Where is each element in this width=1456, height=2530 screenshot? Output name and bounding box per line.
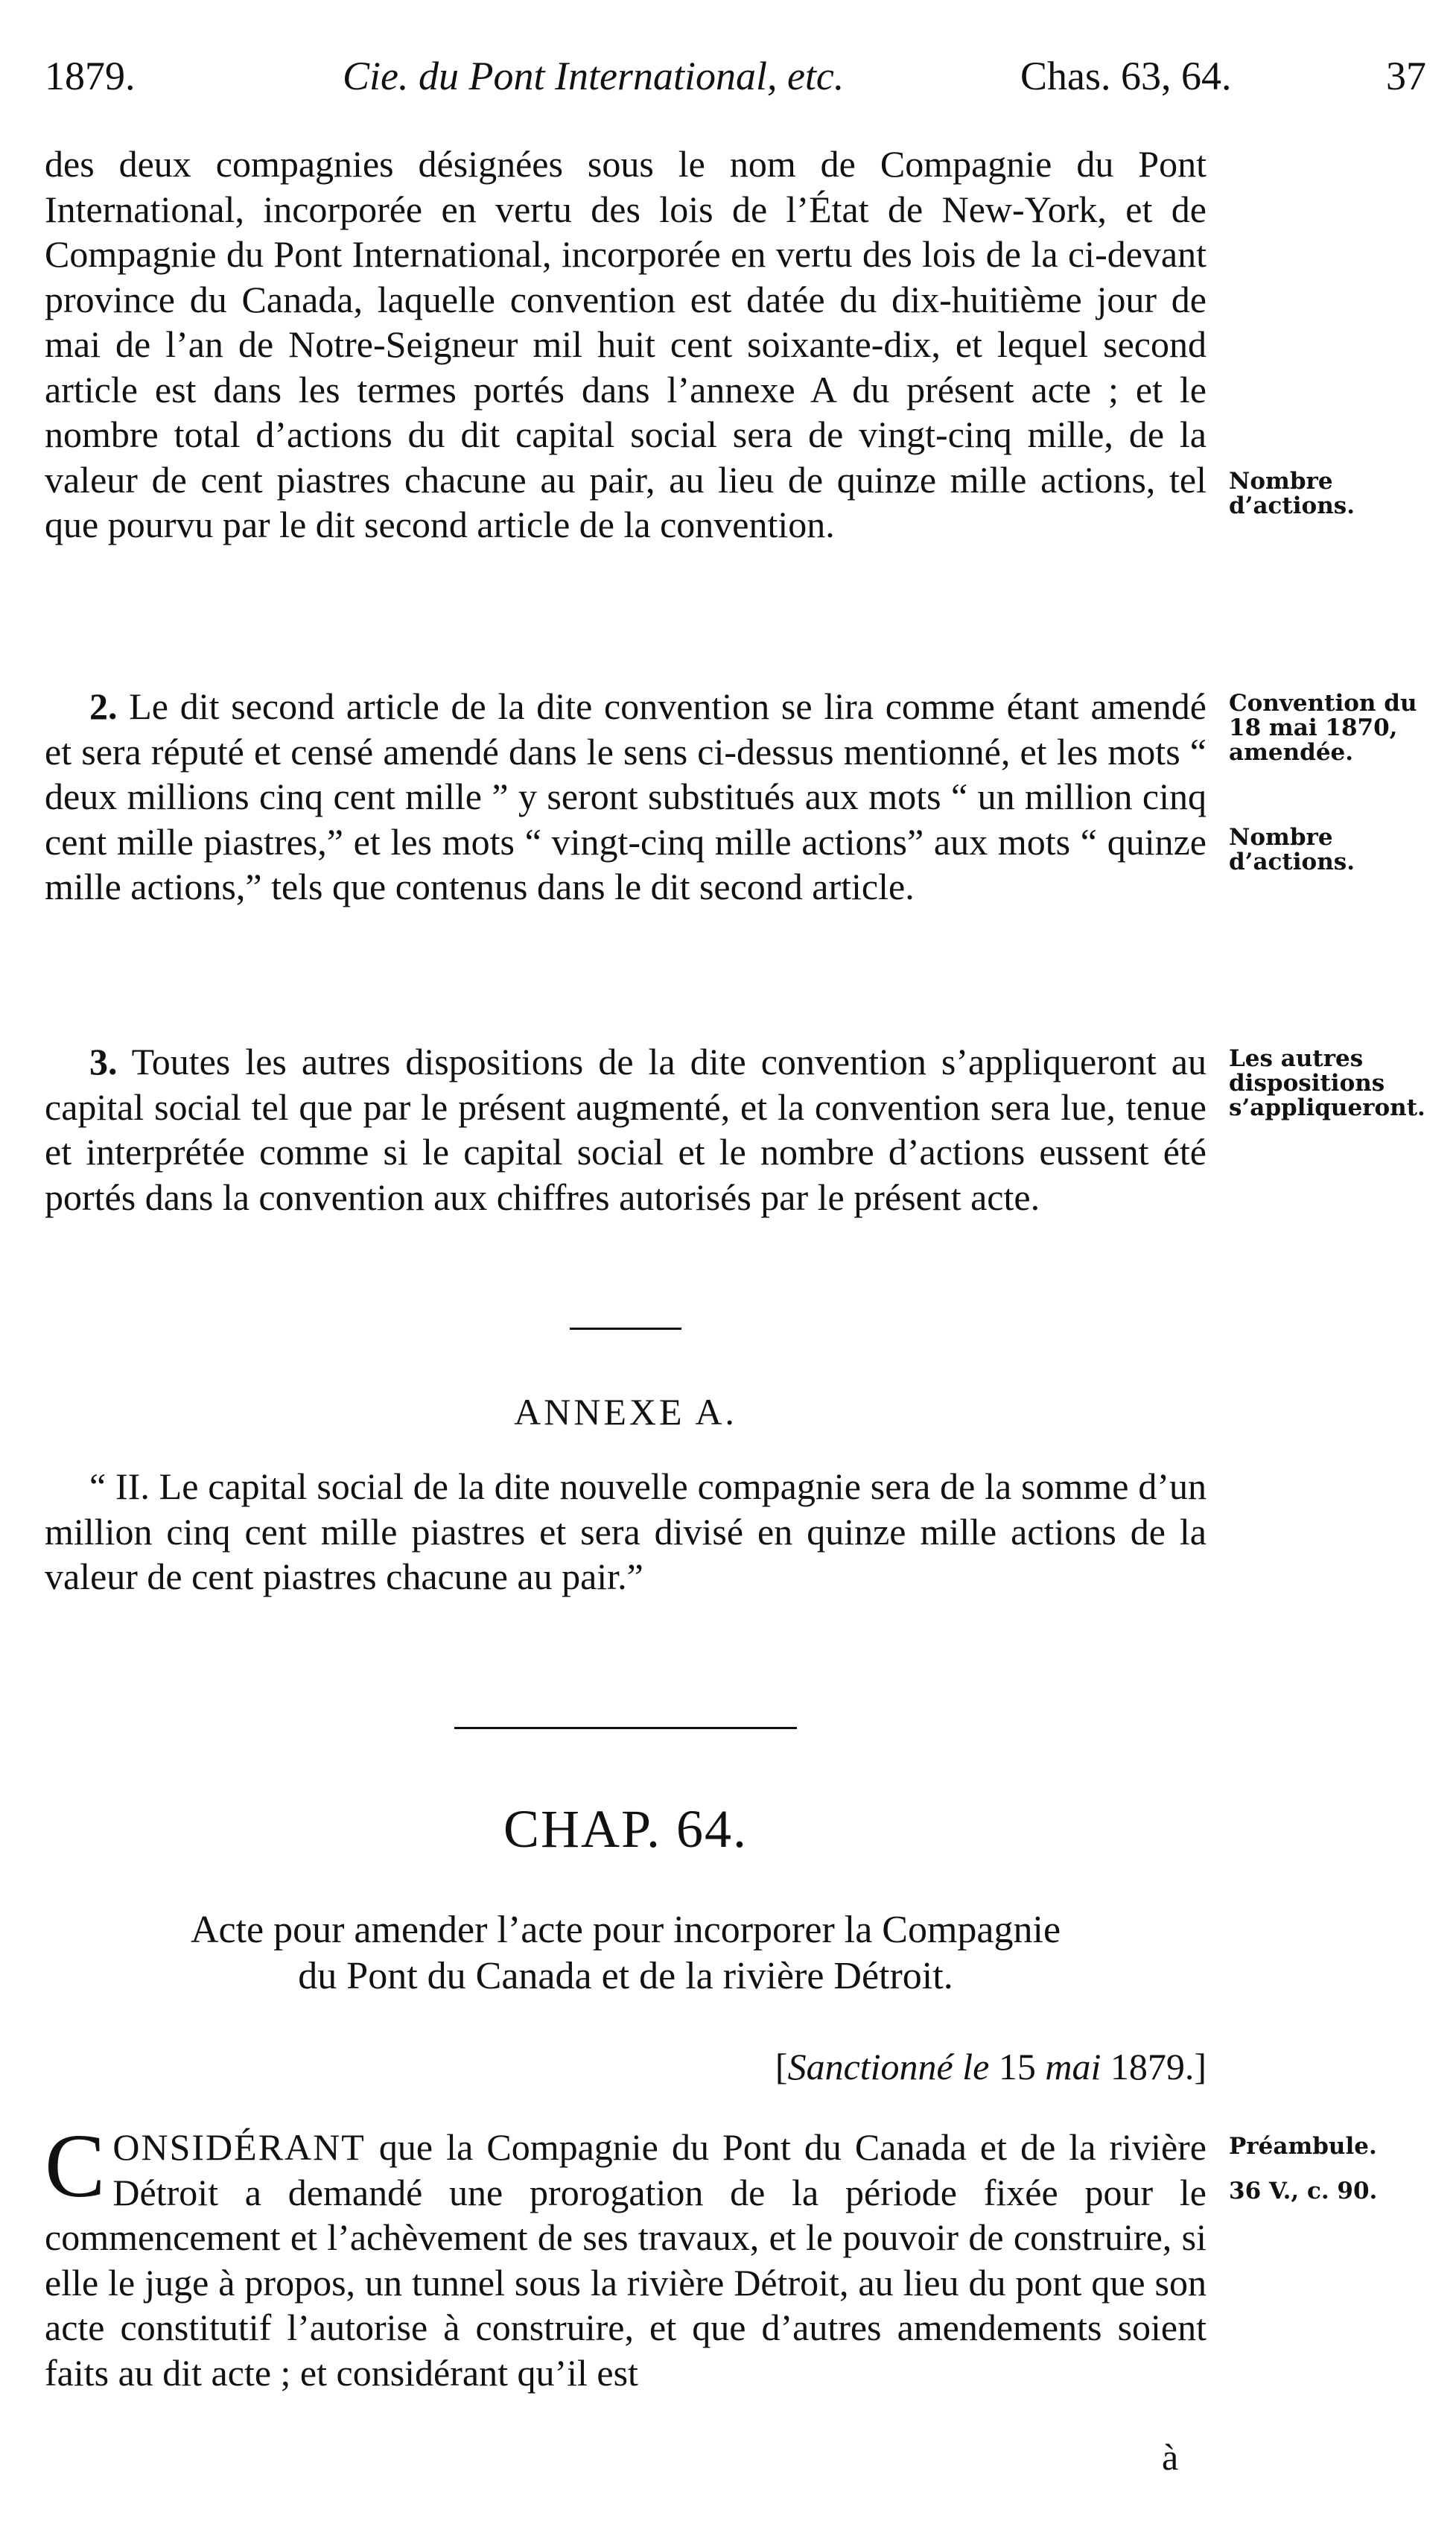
act-title-line-1: Acte pour amender l’acte pour incorporer la Compagnie bbox=[190, 1909, 1061, 1951]
section-2 bbox=[45, 684, 1207, 910]
header-chapters: Chas. 63, 64. bbox=[1020, 54, 1232, 98]
preamble-caps: ONSIDÉRANT bbox=[112, 2126, 366, 2168]
preamble-text: que la Compagnie du Pont du Canada et de la rivière Détroit a demandé une prorogation de la période fixée pour le commencement et l’achèvement de ses travaux, et le pouvoir de construire, si elle le juge à propos, un tunnel sous la rivière Détroit, au lieu du pont que son acte constitutif l’autorise à construire, et que d’autres amendements soient faits au dit acte ; et considérant qu’il est bbox=[45, 2126, 1207, 2394]
catchword: à bbox=[1162, 2436, 1179, 2478]
margin-note-citation: 36 V., c. 90. bbox=[1229, 2178, 1378, 2204]
section-2-text: Le dit second article de la dite convention se lira comme étant amendé et sera réputé et censé amendé dans le sens ci-dessus mentionné, et les mots “ deux millions cinq cent mille ” y seront substitués aux mots “ un million cinq cent mille piastres,” et les mots “ vingt-cinq mille actions” aux mots “ quinze mille actions,” tels que contenus dans le dit second article. bbox=[45, 685, 1207, 907]
margin-note-convention: Convention du 18 mai 1870, amendée. bbox=[1229, 690, 1417, 766]
margin-note-nombre-actions-1: Nombre d’actions. bbox=[1229, 468, 1355, 519]
annexe-body bbox=[45, 1464, 1207, 1600]
section-3 bbox=[45, 1039, 1207, 1220]
intro-paragraph bbox=[45, 142, 1207, 548]
annexe-text: “ II. Le capital social de la dite nouvelle compagnie sera de la somme d’un million cinq cent mille piastres et sera divisé en quinze mille actions de la valeur de cent piastres chacune au pair.” bbox=[45, 1465, 1207, 1597]
preamble bbox=[45, 2116, 1207, 2395]
preamble-dropcap: C bbox=[45, 2116, 106, 2216]
margin-note-preambule: Préambule. bbox=[1229, 2133, 1377, 2160]
section-3-number: 3. bbox=[89, 1041, 118, 1082]
sanction-date bbox=[775, 2044, 1207, 2089]
act-title bbox=[45, 1907, 1207, 2000]
page-number: 37 bbox=[1386, 54, 1426, 98]
section-2-number: 2. bbox=[89, 685, 118, 727]
sanction-open-bracket: [ bbox=[775, 2046, 788, 2087]
preamble-paragraph bbox=[45, 2116, 1207, 2395]
header-running-title: Cie. du Pont International, etc. bbox=[343, 54, 845, 98]
running-header bbox=[45, 46, 1426, 106]
sanction-month: mai bbox=[1045, 2046, 1101, 2087]
margin-note-nombre-actions-2: Nombre d’actions. bbox=[1229, 824, 1355, 875]
margin-note-autres-dispositions: Les autres dispositions s’appliqueront. bbox=[1229, 1045, 1425, 1121]
sanction-day: 15 bbox=[998, 2046, 1036, 2087]
sanction-year: 1879.] bbox=[1110, 2046, 1207, 2087]
section-divider-short bbox=[570, 1328, 681, 1330]
section-3-paragraph bbox=[45, 1039, 1207, 1220]
act-title-line-2: du Pont du Canada et de la rivière Détroit. bbox=[298, 1955, 953, 1997]
annexe-heading: ANNEXE A. bbox=[514, 1391, 737, 1433]
intro-text: des deux compagnies désignées sous le nom de Compagnie du Pont International, incorporée en vertu des lois de l’État de New-York, et de Compagnie du Pont International, incorporée en vertu des lois de la ci-devant province du Canada, laquelle convention est datée du dix-huitième jour de mai de l’an de Notre-Seigneur mil huit cent soixante-dix, et lequel second article est dans les termes portés dans l’annexe A du présent acte ; et le nombre total d’actions du dit capital social sera de vingt-cinq mille, de la valeur de cent piastres chacune au pair, au lieu de quinze mille actions, tel que pourvu par le dit second article de la convention. bbox=[45, 143, 1207, 545]
section-3-text: Toutes les autres dispositions de la dite convention s’appliqueront au capital social tel que par le présent augmenté, et la convention sera lue, tenue et interprétée comme si le capital social et le nombre d’actions eussent été portés dans la convention aux chiffres autorisés par le présent acte. bbox=[45, 1041, 1207, 1218]
section-2-paragraph bbox=[45, 684, 1207, 910]
sanction-label: Sanctionné le bbox=[787, 2046, 990, 2087]
chapter-divider bbox=[454, 1727, 797, 1729]
chapter-heading: CHAP. 64. bbox=[503, 1799, 748, 1859]
header-year: 1879. bbox=[45, 54, 136, 98]
